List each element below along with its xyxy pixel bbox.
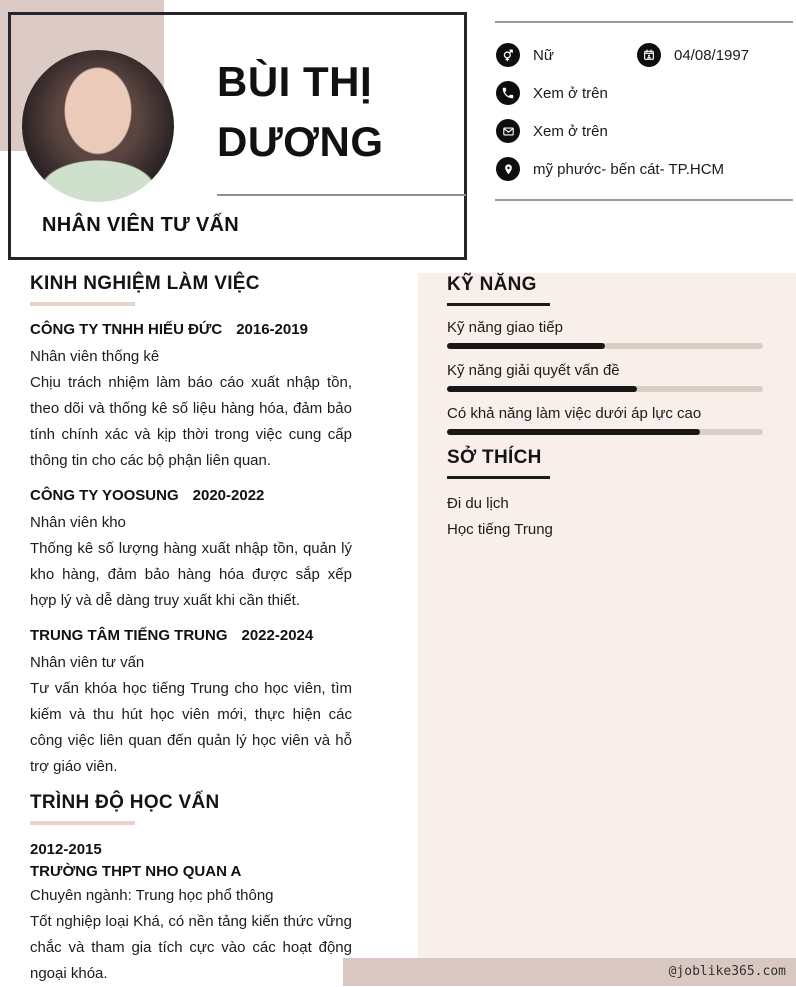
skill-bar-track <box>447 386 763 392</box>
job-company-period <box>30 626 352 646</box>
contact-address <box>496 157 724 181</box>
contact-birthday <box>637 43 749 67</box>
skill-item <box>447 361 763 392</box>
sidebar-panel <box>418 273 796 958</box>
job-period: 2016-2019 <box>236 321 308 338</box>
skill-bar-track <box>447 429 763 435</box>
job-period: 2020-2022 <box>192 487 265 504</box>
job-role: Nhân viên thống kê <box>30 348 160 365</box>
skill-item <box>447 404 763 435</box>
skill-bar-fill <box>447 343 605 349</box>
experience-heading-underline <box>30 302 135 306</box>
hobby-item: Học tiếng Trung <box>447 521 553 538</box>
education-heading-underline <box>30 821 135 825</box>
job-title: NHÂN VIÊN TƯ VẤN <box>42 214 239 236</box>
skill-label: Kỹ năng giải quyết vấn đề <box>447 362 620 379</box>
skill-label: Có khả năng làm việc dưới áp lực cao <box>447 405 702 422</box>
job-period: 2022-2024 <box>241 627 314 644</box>
phone-icon <box>496 81 520 105</box>
skill-bar-fill <box>447 386 637 392</box>
contact-divider-top <box>495 21 793 23</box>
job-company-period <box>30 486 352 506</box>
job-company: TRUNG TÂM TIẾNG TRUNG <box>30 627 228 644</box>
education-description: Tốt nghiệp loại Khá, có nền tảng kiến thức vững chắc và tham gia tích cực vào các hoạt động ngoại khóa. <box>30 913 352 982</box>
job-description: Tư vấn khóa học tiếng Trung cho học viên, tìm kiếm và thu hút học viên mới, thực hiện các công việc liên quan đến quản lý học viên và hỗ trợ giáo viên. <box>30 680 352 775</box>
candidate-name-line2: DƯƠNG <box>217 118 384 165</box>
contact-divider-bottom <box>495 199 793 201</box>
skill-item <box>447 318 763 349</box>
contact-gender-value: Nữ <box>533 46 554 64</box>
experience-section <box>30 273 352 780</box>
job-company: CÔNG TY TNHH HIẾU ĐỨC <box>30 321 223 338</box>
name-underline <box>217 194 466 196</box>
education-school: TRƯỜNG THPT NHO QUAN A <box>30 863 242 880</box>
contact-email <box>496 119 608 143</box>
education-period: 2012-2015 <box>30 841 102 858</box>
hobby-item: Đi du lịch <box>447 495 509 512</box>
skill-bar-fill <box>447 429 700 435</box>
skills-heading: KỸ NĂNG <box>447 274 537 295</box>
watermark-text: @joblike365.com <box>668 964 786 979</box>
contact-address-value: mỹ phước- bến cát- TP.HCM <box>533 160 725 178</box>
job-company-period <box>30 320 352 340</box>
job-role: Nhân viên kho <box>30 514 126 531</box>
candidate-name <box>217 52 462 172</box>
profile-photo <box>22 50 174 202</box>
skill-bar-track <box>447 343 763 349</box>
hobbies-heading: SỞ THÍCH <box>447 447 542 468</box>
candidate-name-line1: BÙI THỊ <box>217 58 373 105</box>
skill-label: Kỹ năng giao tiếp <box>447 319 563 336</box>
calendar-icon <box>637 43 661 67</box>
contact-phone-value: Xem ở trên <box>533 84 608 102</box>
hobbies-section <box>447 447 796 543</box>
skills-heading-underline <box>447 303 550 306</box>
gender-icon <box>496 43 520 67</box>
education-heading: TRÌNH ĐỘ HỌC VẤN <box>30 792 220 813</box>
education-section <box>30 792 352 987</box>
job-description: Thống kê số lượng hàng xuất nhập tồn, quản lý kho hàng, đảm bảo hàng hóa được sắp xếp hợp lý và dễ dàng truy xuất khi cần thiết. <box>30 540 352 609</box>
job-entry <box>30 486 352 614</box>
contact-email-value: Xem ở trên <box>533 122 608 140</box>
job-entry <box>30 320 352 474</box>
hobbies-heading-underline <box>447 476 550 479</box>
contact-gender <box>496 43 554 67</box>
job-entry <box>30 626 352 780</box>
job-description: Chịu trách nhiệm làm báo cáo xuất nhập tồn, theo dõi và thống kê số liệu hàng hóa, đảm bảo tính chính xác và kịp thời trong việc cung cấp thông tin cho các bộ phận liên quan. <box>30 374 352 469</box>
email-icon <box>496 119 520 143</box>
main-column <box>30 273 352 987</box>
location-icon <box>496 157 520 181</box>
job-role: Nhân viên tư vấn <box>30 654 145 671</box>
skills-section <box>447 274 796 435</box>
job-company: CÔNG TY YOOSUNG <box>30 487 179 504</box>
education-major: Chuyên ngành: Trung học phổ thông <box>30 887 274 904</box>
contact-phone <box>496 81 608 105</box>
education-entry <box>30 839 352 987</box>
contact-birthday-value: 04/08/1997 <box>674 46 750 64</box>
experience-heading: KINH NGHIỆM LÀM VIỆC <box>30 273 260 294</box>
watermark-bar <box>343 958 796 986</box>
